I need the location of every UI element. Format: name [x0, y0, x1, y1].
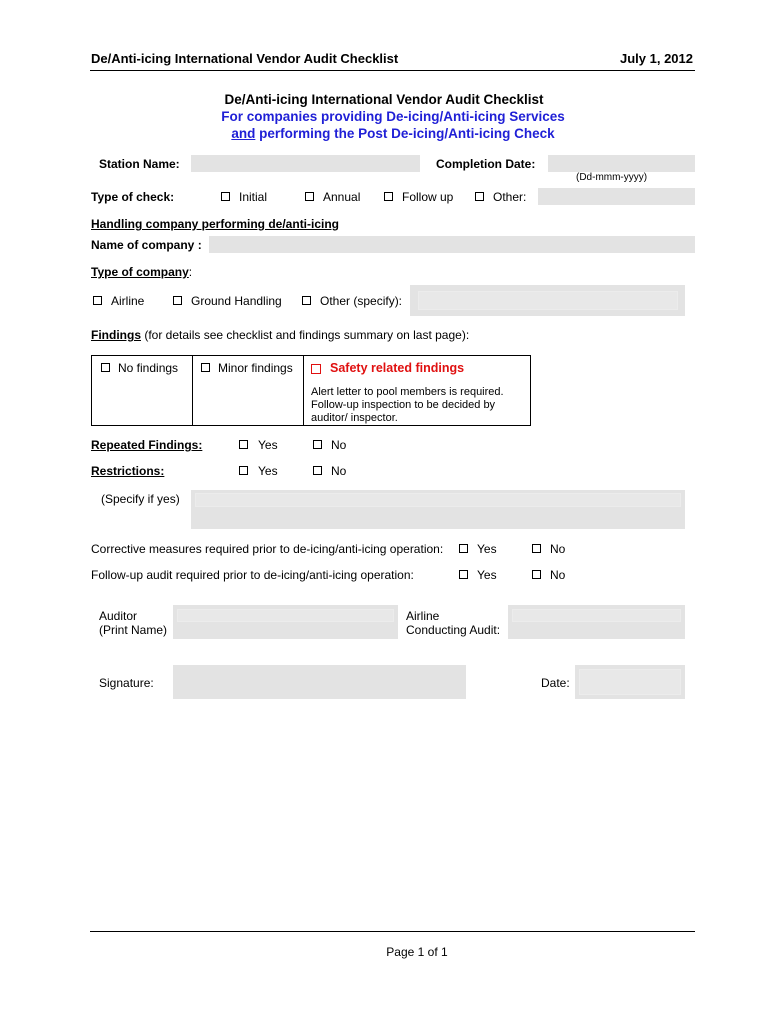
restrictions-yes-checkbox[interactable]: [239, 466, 248, 475]
form-subtitle-2: [0, 126, 768, 141]
date-label: Date:: [541, 676, 570, 690]
airline-conducting-field[interactable]: [508, 605, 685, 639]
footer-rule: [90, 931, 695, 932]
corrective-measures-label: Corrective measures required prior to de-icing/anti-icing operation:: [91, 542, 444, 556]
check-annual-checkbox[interactable]: [305, 192, 314, 201]
auditor-label-line1: Auditor: [99, 609, 138, 623]
station-name-field[interactable]: [191, 155, 420, 172]
safety-findings-label: Safety related findings: [330, 361, 465, 375]
findings-divider-2: [303, 356, 304, 425]
repeated-no-checkbox[interactable]: [313, 440, 322, 449]
airline-conducting-field-inner: [512, 609, 681, 622]
airline-label-line1: Airline: [406, 609, 440, 623]
company-airline-label: Airline: [111, 294, 145, 308]
check-initial-checkbox[interactable]: [221, 192, 230, 201]
type-of-company-heading: [91, 265, 192, 279]
station-name-label: Station Name:: [99, 157, 180, 171]
company-other-checkbox[interactable]: [302, 296, 311, 305]
company-name-field[interactable]: [209, 236, 695, 253]
completion-date-field[interactable]: [548, 155, 695, 172]
findings-heading: Findings: [91, 328, 141, 342]
company-other-field[interactable]: [410, 285, 685, 316]
company-ground-handling-checkbox[interactable]: [173, 296, 182, 305]
restrictions-specify-field-inner: [195, 493, 681, 507]
check-followup-label: Follow up: [402, 190, 454, 204]
airline-label-line2: Conducting Audit:: [406, 623, 501, 637]
followup-yes-label: Yes: [477, 568, 497, 582]
minor-findings-label: Minor findings: [218, 361, 293, 375]
repeated-findings-label: Repeated Findings:: [91, 438, 203, 452]
check-other-field[interactable]: [538, 188, 695, 205]
auditor-name-field[interactable]: [173, 605, 398, 639]
header-date: July 1, 2012: [620, 51, 693, 66]
auditor-name-field-inner: [177, 609, 394, 622]
corrective-yes-checkbox[interactable]: [459, 544, 468, 553]
form-title: De/Anti-icing International Vendor Audit Checklist: [224, 92, 544, 107]
date-field-inner: [579, 669, 681, 695]
repeated-yes-label: Yes: [258, 438, 278, 452]
date-format-hint: (Dd-mmm-yyyy): [576, 172, 648, 183]
form-subtitle-2-underlined: and: [231, 126, 256, 141]
check-other-label: Other:: [493, 190, 527, 204]
signature-field[interactable]: [173, 665, 466, 699]
alert-note: Alert letter to pool members is required. Follow-up inspection to be decided by auditor/ inspector.: [311, 386, 504, 424]
type-of-company-heading-text: Type of company: [91, 265, 189, 279]
header-rule: [90, 70, 695, 71]
followup-yes-checkbox[interactable]: [459, 570, 468, 579]
findings-note: (for details see checklist and findings summary on last page):: [141, 328, 470, 342]
findings-divider-1: [192, 356, 193, 425]
company-name-label: Name of company :: [91, 238, 202, 252]
check-followup-checkbox[interactable]: [384, 192, 393, 201]
check-other-checkbox[interactable]: [475, 192, 484, 201]
repeated-yes-checkbox[interactable]: [239, 440, 248, 449]
auditor-label-line2: (Print Name): [99, 623, 168, 637]
repeated-no-label: No: [331, 438, 347, 452]
followup-audit-label: Follow-up audit required prior to de-icing/anti-icing operation:: [91, 568, 414, 582]
check-annual-label: Annual: [323, 190, 361, 204]
no-findings-label: No findings: [118, 361, 179, 375]
restrictions-no-label: No: [331, 464, 347, 478]
corrective-yes-label: Yes: [477, 542, 497, 556]
restrictions-label: Restrictions:: [91, 464, 165, 478]
restrictions-specify-field[interactable]: [191, 490, 685, 529]
followup-no-checkbox[interactable]: [532, 570, 541, 579]
followup-no-label: No: [550, 568, 566, 582]
completion-date-label: Completion Date:: [436, 157, 536, 171]
handling-company-heading: Handling company performing de/anti-icing: [91, 217, 340, 231]
no-findings-checkbox[interactable]: [101, 363, 110, 372]
check-initial-label: Initial: [239, 190, 268, 204]
company-other-label: Other (specify):: [320, 294, 403, 308]
company-ground-handling-label: Ground Handling: [191, 294, 282, 308]
restrictions-no-checkbox[interactable]: [313, 466, 322, 475]
restrictions-yes-label: Yes: [258, 464, 278, 478]
company-other-field-inner: [418, 291, 678, 310]
corrective-no-checkbox[interactable]: [532, 544, 541, 553]
header-title: De/Anti-icing International Vendor Audit Checklist: [91, 51, 399, 66]
form-subtitle-2-rest: performing the Post De-icing/Anti-icing Check: [255, 126, 555, 141]
findings-line: [91, 328, 469, 342]
safety-findings-checkbox[interactable]: [311, 364, 321, 374]
page-number: Page 1 of 1: [386, 945, 448, 959]
type-of-check-label: Type of check:: [91, 190, 175, 204]
company-airline-checkbox[interactable]: [93, 296, 102, 305]
form-subtitle-1: For companies providing De-icing/Anti-icing Services: [221, 109, 565, 124]
minor-findings-checkbox[interactable]: [201, 363, 210, 372]
corrective-no-label: No: [550, 542, 566, 556]
date-field[interactable]: [575, 665, 685, 699]
specify-if-yes-label: (Specify if yes): [101, 492, 180, 506]
type-of-company-colon: :: [188, 265, 193, 279]
signature-label: Signature:: [99, 676, 154, 690]
